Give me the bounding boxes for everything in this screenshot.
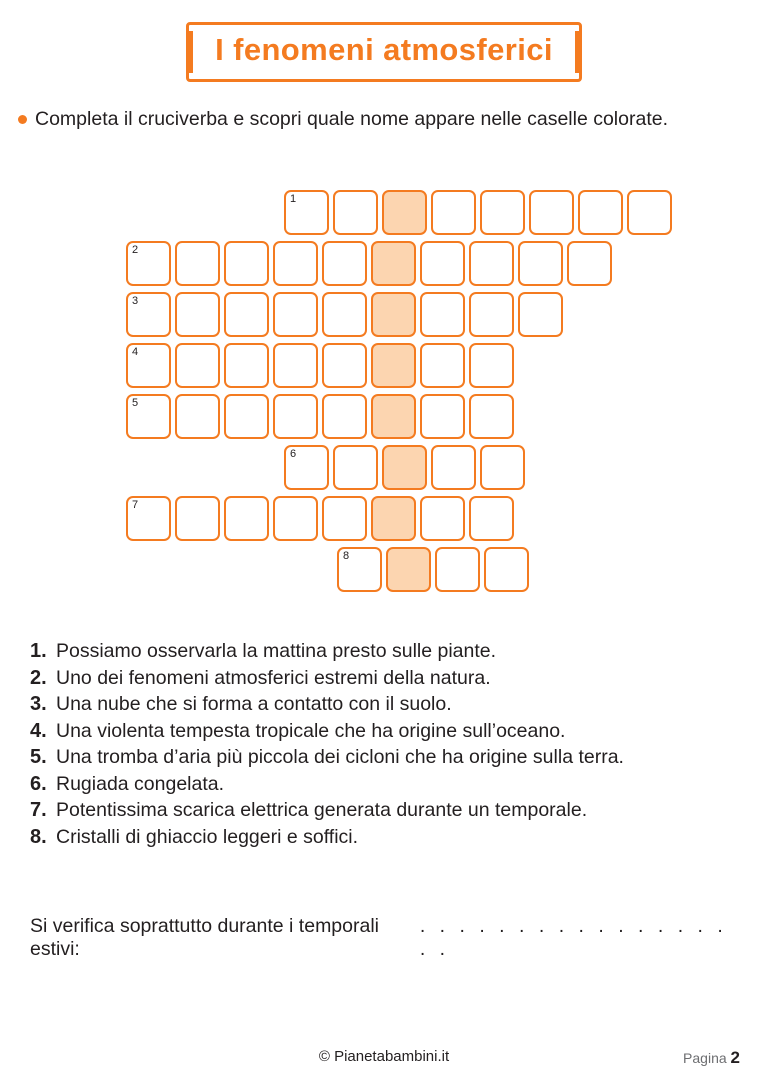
crossword-cell[interactable]: [175, 343, 220, 388]
crossword-cell[interactable]: [175, 292, 220, 337]
clue-text: Rugiada congelata.: [56, 772, 225, 795]
crossword-cell[interactable]: [224, 496, 269, 541]
crossword-cell[interactable]: [175, 394, 220, 439]
crossword-cell[interactable]: [175, 241, 220, 286]
crossword-cell[interactable]: [284, 190, 329, 235]
crossword-cell[interactable]: [382, 445, 427, 490]
crossword-cell[interactable]: [382, 190, 427, 235]
crossword-cell[interactable]: [224, 292, 269, 337]
crossword-cell[interactable]: [337, 547, 382, 592]
clue-text: Uno dei fenomeni atmosferici estremi della natura.: [56, 666, 491, 689]
clue-item: [30, 667, 746, 690]
crossword-cell[interactable]: [371, 394, 416, 439]
crossword-cell[interactable]: [333, 190, 378, 235]
crossword-cell-number: 2: [132, 244, 139, 256]
clue-number: 1.: [30, 640, 47, 662]
footer-page: [683, 1048, 740, 1068]
crossword-cell[interactable]: [484, 547, 529, 592]
clue-item: [30, 826, 746, 849]
crossword-cell[interactable]: [371, 496, 416, 541]
crossword-cell[interactable]: [469, 394, 514, 439]
crossword-cell[interactable]: [322, 292, 367, 337]
footer-page-label: Pagina: [683, 1050, 727, 1066]
crossword-cell[interactable]: [322, 343, 367, 388]
clue-text: Una violenta tempesta tropicale che ha origine sull’oceano.: [56, 719, 566, 742]
crossword-row: [126, 241, 616, 290]
clue-text: Potentissima scarica elettrica generata durante un temporale.: [56, 799, 588, 821]
crossword-cell[interactable]: [273, 394, 318, 439]
crossword-cell[interactable]: [126, 496, 171, 541]
crossword-cell[interactable]: [627, 190, 672, 235]
crossword-cell[interactable]: [386, 547, 431, 592]
footer-credit: © Pianetabambini.it: [318, 1048, 450, 1065]
clue-list: [30, 640, 746, 852]
crossword-cell[interactable]: [431, 445, 476, 490]
crossword-cell[interactable]: [273, 496, 318, 541]
answer-row: [30, 915, 746, 961]
crossword-cell[interactable]: [284, 445, 329, 490]
crossword-cell-number: 7: [132, 499, 139, 511]
clue-text: Una tromba d’aria più piccola dei cicloni che ha origine sulla terra.: [56, 746, 624, 768]
crossword-cell[interactable]: [322, 496, 367, 541]
crossword-cell[interactable]: [420, 292, 465, 337]
clue-number: 3.: [30, 693, 47, 715]
crossword-cell[interactable]: [126, 343, 171, 388]
crossword-row: [126, 343, 518, 392]
answer-blank[interactable]: . . . . . . . . . . . . . . . . . .: [419, 915, 728, 960]
crossword-cell[interactable]: [420, 343, 465, 388]
crossword-cell-number: 1: [290, 193, 297, 205]
crossword-cell[interactable]: [224, 394, 269, 439]
instruction-text: Completa il cruciverba e scopri quale nome appare nelle caselle colorate.: [35, 108, 669, 130]
crossword-cell[interactable]: [469, 292, 514, 337]
clue-item: [30, 693, 746, 716]
crossword-cell[interactable]: [224, 343, 269, 388]
footer-page-number: 2: [730, 1048, 740, 1067]
clue-number: 8.: [30, 825, 47, 848]
crossword-cell-number: 4: [132, 346, 139, 358]
answer-prompt: Si verifica soprattutto durante i temporali estivi:: [30, 915, 380, 960]
clue-number: 5.: [30, 746, 47, 768]
crossword-cell[interactable]: [126, 394, 171, 439]
crossword-cell[interactable]: [273, 292, 318, 337]
clue-text: Possiamo osservarla la mattina presto sulle piante.: [56, 640, 497, 662]
crossword-cell[interactable]: [333, 445, 378, 490]
crossword-cell[interactable]: [480, 190, 525, 235]
crossword-cell[interactable]: [126, 292, 171, 337]
crossword-cell-number: 8: [343, 550, 350, 562]
clue-text: Una nube che si forma a contatto con il suolo.: [56, 693, 452, 715]
crossword-cell[interactable]: [273, 343, 318, 388]
crossword-cell[interactable]: [322, 394, 367, 439]
page-title-banner: [0, 22, 768, 82]
crossword-grid: [0, 190, 768, 620]
crossword-cell[interactable]: [420, 241, 465, 286]
crossword-cell-number: 5: [132, 397, 139, 409]
crossword-row: [126, 496, 518, 545]
crossword-cell[interactable]: [529, 190, 574, 235]
crossword-cell[interactable]: [420, 394, 465, 439]
clue-item: [30, 720, 746, 743]
crossword-row: [284, 190, 676, 239]
crossword-cell[interactable]: [126, 241, 171, 286]
clue-item: [30, 640, 746, 663]
crossword-cell[interactable]: [371, 241, 416, 286]
crossword-cell-number: 6: [290, 448, 297, 460]
clue-item: [30, 746, 746, 769]
clue-number: 6.: [30, 772, 47, 795]
clue-number: 2.: [30, 666, 47, 689]
crossword-cell[interactable]: [224, 241, 269, 286]
crossword-cell[interactable]: [518, 241, 563, 286]
crossword-cell[interactable]: [567, 241, 612, 286]
crossword-cell[interactable]: [578, 190, 623, 235]
crossword-cell-number: 3: [132, 295, 139, 307]
page-title: I fenomeni atmosferici: [215, 32, 553, 67]
crossword-cell[interactable]: [518, 292, 563, 337]
crossword-cell[interactable]: [469, 496, 514, 541]
crossword-cell[interactable]: [322, 241, 367, 286]
crossword-cell[interactable]: [431, 190, 476, 235]
crossword-cell[interactable]: [469, 241, 514, 286]
crossword-cell[interactable]: [480, 445, 525, 490]
title-box: [186, 22, 582, 82]
crossword-cell[interactable]: [420, 496, 465, 541]
crossword-row: [284, 445, 529, 494]
clue-item: [30, 799, 746, 822]
crossword-row: [337, 547, 533, 596]
instruction-row: [18, 106, 730, 132]
crossword-cell[interactable]: [435, 547, 480, 592]
bullet-icon: [18, 115, 27, 124]
crossword-row: [126, 292, 567, 341]
clue-number: 7.: [30, 799, 47, 821]
clue-item: [30, 773, 746, 796]
clue-number: 4.: [30, 719, 47, 742]
clue-text: Cristalli di ghiaccio leggeri e soffici.: [56, 825, 359, 848]
crossword-row: [126, 394, 518, 443]
crossword-cell[interactable]: [371, 292, 416, 337]
crossword-cell[interactable]: [175, 496, 220, 541]
crossword-cell[interactable]: [273, 241, 318, 286]
crossword-cell[interactable]: [371, 343, 416, 388]
crossword-cell[interactable]: [469, 343, 514, 388]
